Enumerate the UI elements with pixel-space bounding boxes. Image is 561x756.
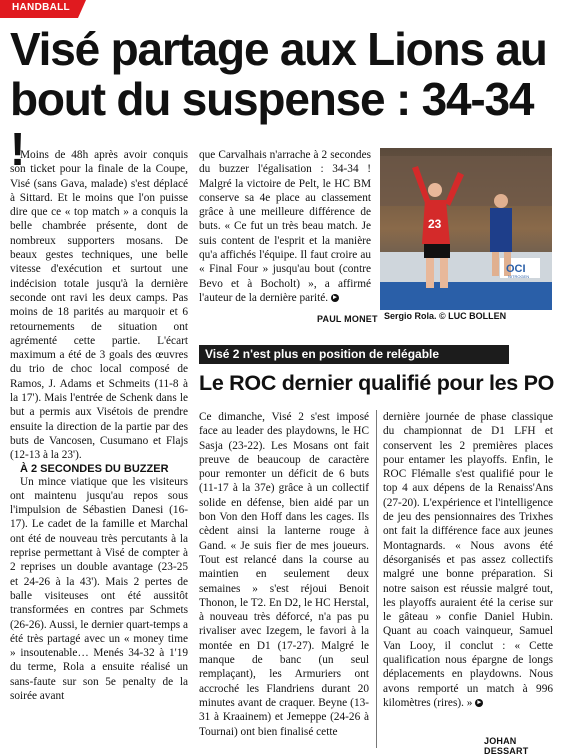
ad-board-text: OCI	[506, 263, 526, 275]
photo-credit: © LUC BOLLEN	[439, 311, 507, 321]
article-column-3	[199, 410, 369, 739]
page-title: Visé partage aux Lions au bout du suspense : 34-34 !	[10, 23, 547, 175]
subheading: À 2 SECONDES DU BUZZER	[20, 462, 169, 475]
paragraph: Ce dimanche, Visé 2 s'est imposé face au leader des playdowns, le HC Sasja (23-22). Les Mosans ont fait preuve de beaucoup de caractère pour remonter un déficit de 6 buts (11-17 à la 37e) grâce à un collectif solide en défense, bien aidé par un bon Von den Hoff dans les cages. Ils cèdent ainsi la lanterne rouge à Gand. « Je suis fier de mes joueurs. Tout est relancé dans la course au maintien en seulement deux semaines » s'est réjoui Benoit Thonon, le T2. En D2, le HC Herstal, à nouveau très déforcé, n'a pas pu rivaliser avec Izegem, le favori à la montée en D1 (17-27). Malgré le manque de banc (un seul remplaçant), les Armuriers ont accroché les Flandriens durant 20 minutes avant de craquer. Beyne (13-31 à Kraainem) et Jemeppe (24-26 à Tournai) ont bien finalisé cette	[199, 411, 369, 738]
photo-caption	[384, 311, 506, 321]
section-banner: Visé 2 n'est plus en position de relégable	[199, 345, 509, 364]
article-byline: PAUL MONET	[317, 314, 378, 324]
section-kicker: HANDBALL	[0, 0, 78, 18]
end-of-article-icon: ▸	[331, 294, 339, 302]
article-column-4	[383, 410, 553, 710]
column-divider	[376, 410, 377, 748]
handball-player-image	[380, 148, 552, 310]
end-of-article-icon: ▸	[475, 699, 483, 707]
paragraph: que Carvalhais n'arrache à 2 secondes du buzzer l'égalisation : 34-34 ! Malgré la victoire de Pelt, le HC BM conserve sa 4e place au classement grâce à une meilleure différence de buts. « Ce fut un très beau match. Je suis content de l'esprit et la manière qu'a affichés l'équipe. Il faut croire au « Final Four » jusqu'au bout (contre Bevo et à Bocholt) », a affirmé l'auteur de la dernière parité.	[199, 149, 371, 304]
caption-text: Sergio Rola.	[384, 311, 437, 321]
article-title: Le ROC dernier qualifié pour les PO	[199, 371, 555, 395]
article-column-2	[199, 148, 371, 305]
ad-board-subtext: NITROGEN	[508, 274, 530, 279]
jersey-number: 23	[428, 217, 442, 231]
article-column-1	[10, 148, 188, 703]
article-byline: JOHAN DESSART	[484, 736, 529, 756]
paragraph: dernière journée de phase classique du championnat de D1 LFH et conservent les 2 premières places pour entamer les playoffs. Enfin, le ROC Flémalle s'est qualifié pour le top 4 aux dépens de la Renaiss'Ans (27-20). L'expérience et l'intelligence de jeu des pensionnaires des Trixhes ont fait la différence face aux jeunes Montagnards. « Nous avons été désorganisés et pas assez collectifs malgré une bonne préparation. Si notre saison est réussie malgré tout, les playoffs auraient été la cerise sur le gâteau » confie Daniel Hubin. Quant au coach vainqueur, Samuel Van Looy, il conclut : « Cette qualification nous épargne de longs déplacements en playdowns. Nous avons remporté un match à 996 kilomètres (rires). »	[383, 411, 553, 709]
paragraph: Un mince viatique que les visiteurs ont maintenu jusqu'au repos sous l'impulsion de Sébastien Danesi (16-17). Le cadet de la famille et Marchal ont été de nouveau très percutants à la reprise permettant à Visé de compter à 2 reprises un double avantage (23-25 et 24-26 à la 43'). Mais 2 pertes de balle visiteuses ont été aussitôt transformées en contres par Schmets (26-26). Aussi, le dernier quart-temps a été très partagé avec un « money time » insoutenable… Menés 34-32 à 1'19 du terme, Rola a ensuite réalisé un sans-faute sur son 5e penalty de la soirée avant	[10, 475, 188, 702]
paragraph: Moins de 48h après avoir conquis son ticket pour la finale de la Coupe, Visé (sans Gava, malade) s'est déplacé à Sittard. Et le moins que l'on puisse dire que ce « top match » a conquis la belle chambrée présente, dont de nombreux supporters mosans. De beaux gestes techniques, une belle vitesse d'exécution et surtout une indécision totale jusqu'à la dernière seconde ont ravi les deux camps. Pas moins de 18 parités au marquoir et 6 retournements de situation ont agrémenté cette partie. L'écart maximum a été de 3 goals des œuvres du trio de choc local composé de Ramos, J. Adams et Schmeits (11-8 à la 17'). Mais l'entrée de Schenk dans le but a permis aux Visétois de prendre ensuite la direction de la partie par des buts de Vancosen, Cusumano et Flajs (12-13 à la 23').	[10, 149, 188, 462]
article-photo	[380, 148, 552, 310]
